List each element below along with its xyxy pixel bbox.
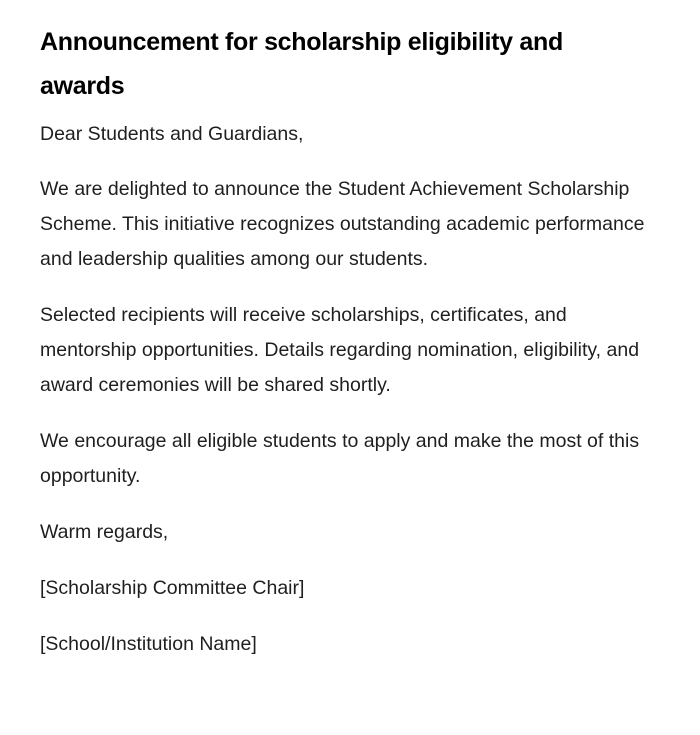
closing-line: Warm regards, bbox=[40, 521, 169, 543]
document-title: Announcement for scholarship eligibility and awards bbox=[40, 28, 563, 100]
greeting-line: Dear Students and Guardians, bbox=[40, 123, 304, 145]
signer-placeholder: [Scholarship Committee Chair] bbox=[40, 577, 305, 599]
body-paragraph-encouragement: We encourage all eligible students to apply and make the most of this opportunity. bbox=[40, 430, 640, 487]
institution-placeholder: [School/Institution Name] bbox=[40, 633, 257, 655]
body-paragraph-announcement: We are delighted to announce the Student Achievement Scholarship Scheme. This initiative recognizes outstanding academic performance and leadership qualities among our students. bbox=[40, 178, 645, 270]
body-paragraph-benefits: Selected recipients will receive scholarships, certificates, and mentorship opportunities. Details regarding nomination, eligibility, and award ceremonies will be shared shortly. bbox=[40, 304, 640, 396]
